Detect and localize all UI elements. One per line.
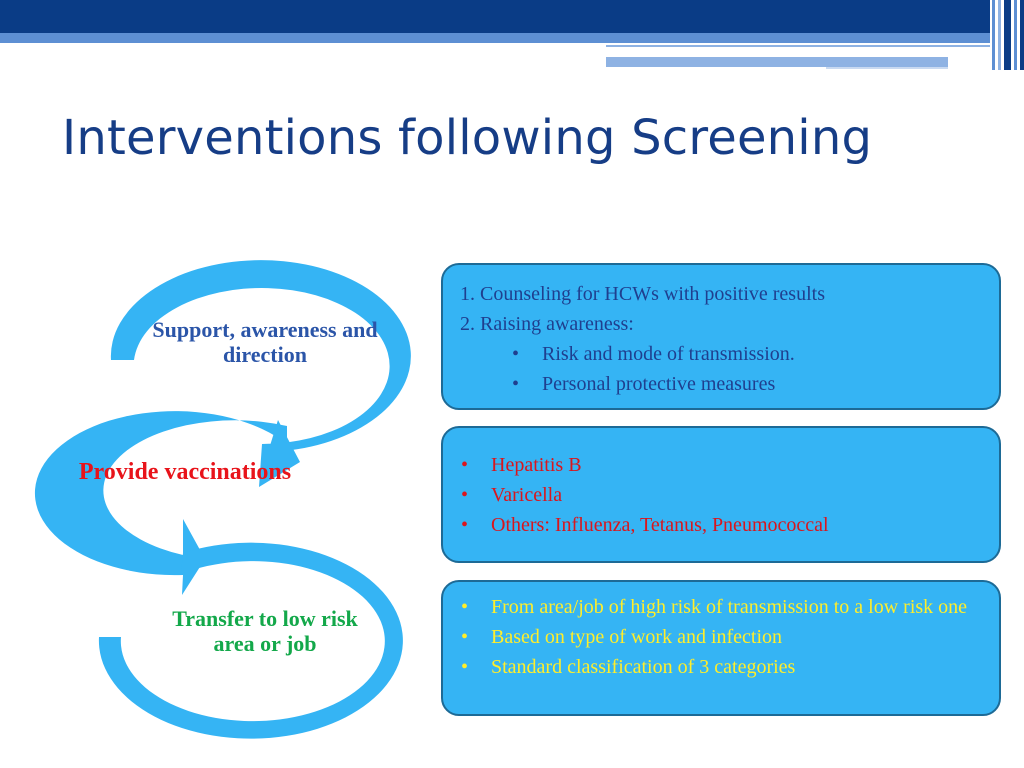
awareness-sub-list (460, 339, 981, 399)
list-item: • Hepatitis B (460, 450, 981, 480)
vaccination-label: Provide vaccinations (78, 459, 292, 485)
slide-title: Interventions following Screening (62, 110, 873, 166)
header-accent-bar-2 (826, 67, 948, 69)
header-right-bar-4 (1014, 0, 1017, 70)
list-item: • Others: Influenza, Tetanus, Pneumococcal (460, 510, 981, 540)
list-item: • Varicella (460, 480, 981, 510)
header-right-bar-3 (1004, 0, 1011, 70)
header-accent-bar (606, 57, 948, 67)
support-item-counseling: 1. Counseling for HCWs with positive results (460, 283, 825, 305)
support-arc-arrow (111, 260, 411, 487)
header-right-bar-1 (992, 0, 995, 70)
header-right-bar-5 (1020, 0, 1024, 70)
list-item: • Based on type of work and infection (460, 622, 981, 652)
transfer-info-box (441, 580, 1001, 716)
header-right-bar-2 (998, 0, 1001, 70)
vaccination-info-box (441, 426, 1001, 563)
list-item: • Standard classification of 3 categories (460, 652, 981, 682)
transfer-list (460, 592, 981, 682)
support-label: Support, awareness and direction (152, 317, 378, 367)
header-accent-line (606, 45, 1024, 47)
list-item: • Personal protective measures (460, 369, 981, 399)
vaccination-list (460, 450, 981, 540)
support-info-box (441, 263, 1001, 410)
vaccination-arc-arrow (35, 411, 287, 595)
list-item: • From area/job of high risk of transmission to a low risk one (460, 592, 981, 622)
support-item-awareness: 2. Raising awareness: (460, 313, 634, 335)
list-item: • Risk and mode of transmission. (460, 339, 981, 369)
transfer-label: Transfer to low risk area or job (172, 606, 358, 656)
